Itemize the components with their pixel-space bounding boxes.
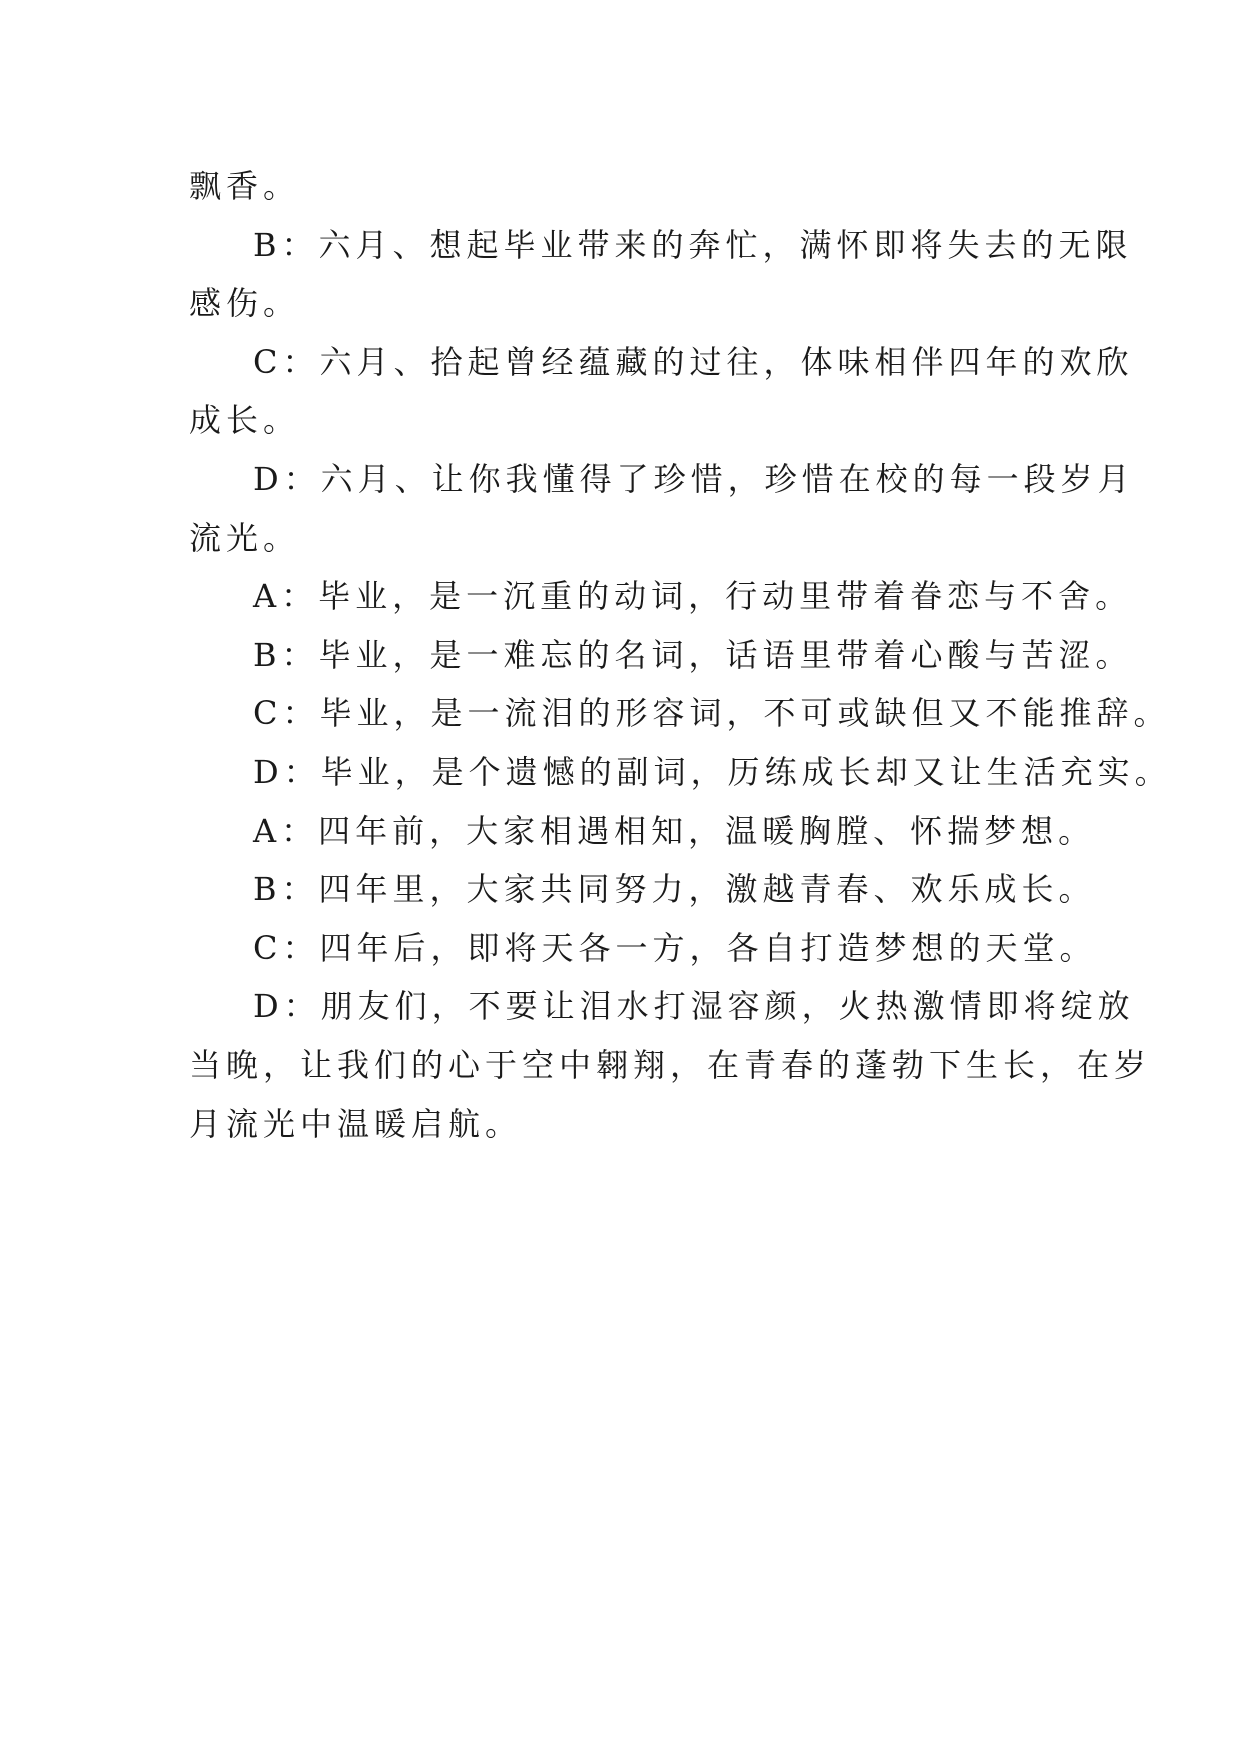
- text-line: C：四年后，即将天各一方，各自打造梦想的天堂。: [253, 928, 1097, 967]
- text-line: B：毕业，是一难忘的名词，话语里带着心酸与苦涩。: [253, 635, 1133, 674]
- text-line: D：朋友们，不要让泪水打湿容颜，火热激情即将绽放: [253, 987, 1135, 1026]
- text-line: D：六月、让你我懂得了珍惜，珍惜在校的每一段岁月: [253, 459, 1135, 498]
- text-line: 流光。: [189, 518, 301, 557]
- text-line: B：六月、想起毕业带来的奔忙，满怀即将失去的无限: [253, 225, 1133, 264]
- text-line: C：六月、拾起曾经蕴藏的过往，体味相伴四年的欢欣: [253, 342, 1134, 381]
- body-text: [189, 157, 1172, 1153]
- text-line: 感伤。: [189, 284, 301, 323]
- text-line: 飘香。: [189, 167, 301, 205]
- text-line: A：毕业，是一沉重的动词，行动里带着眷恋与不舍。: [253, 577, 1133, 616]
- text-line: D：毕业，是个遗憾的副词，历练成长却又让生活充实。: [253, 752, 1172, 791]
- text-line: A：四年前，大家相遇相知，温暖胸膛、怀揣梦想。: [253, 811, 1096, 850]
- text-line: 月流光中温暖启航。: [189, 1104, 523, 1143]
- text-line: 当晚，让我们的心于空中翱翔，在青春的蓬勃下生长，在岁: [189, 1045, 1152, 1084]
- text-line: 成长。: [189, 401, 301, 440]
- text-line: C：毕业，是一流泪的形容词，不可或缺但又不能推辞。: [253, 694, 1171, 733]
- text-line: B：四年里，大家共同努力，激越青春、欢乐成长。: [253, 870, 1096, 909]
